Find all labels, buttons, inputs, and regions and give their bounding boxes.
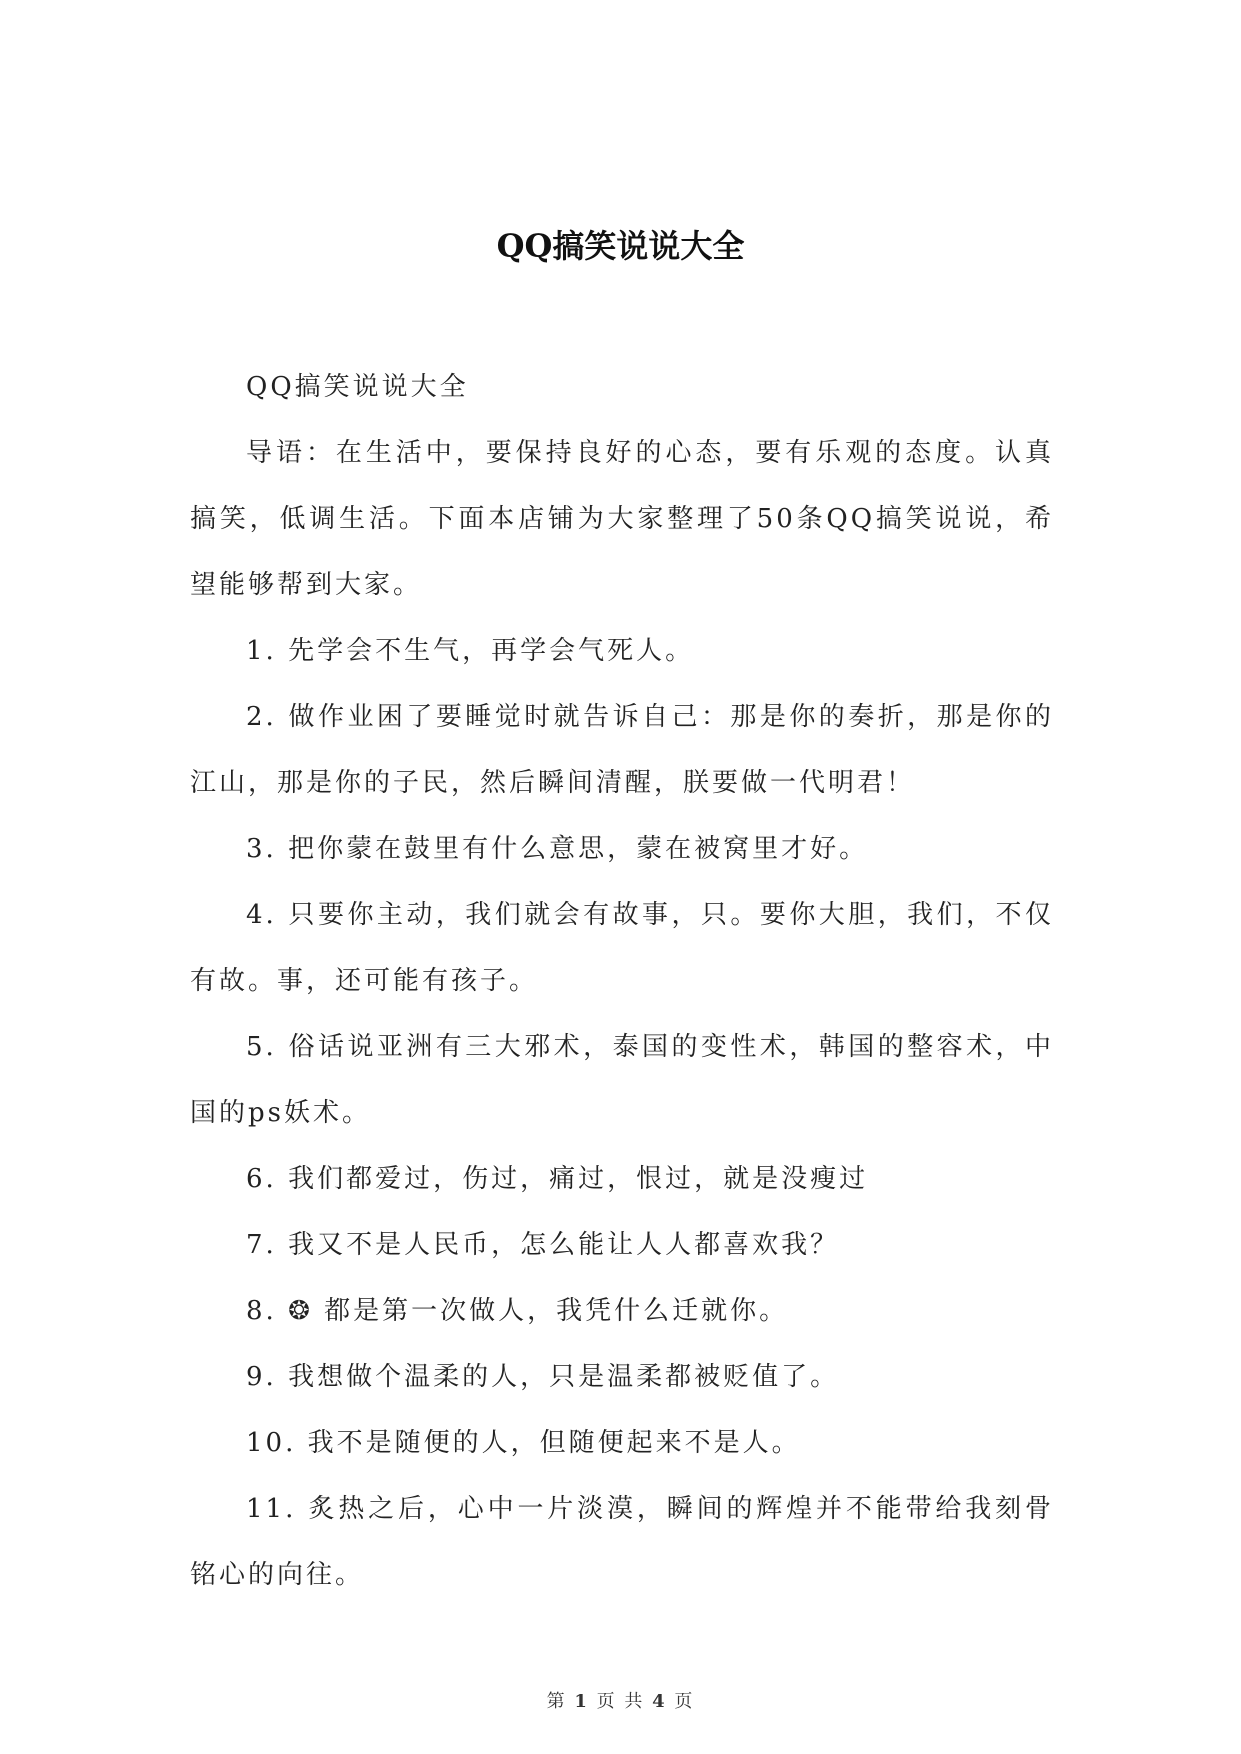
footer-prefix: 第 [546,1691,567,1712]
list-item: 9. 我想做个温柔的人，只是温柔都被贬值了。 [246,1362,840,1392]
list-item: 6. 我们都爱过，伤过，痛过，恨过，就是没瘦过 [246,1164,869,1194]
document-body [190,354,1054,1608]
list-item: 7. 我又不是人民币，怎么能让人人都喜欢我？ [246,1230,840,1260]
subtitle-paragraph: QQ搞笑说说大全 [246,372,469,402]
list-item: 8. ❂ 都是第一次做人，我凭什么迁就你。 [246,1296,789,1326]
footer-suffix: 页 [674,1691,695,1712]
list-item: 1. 先学会不生气，再学会气死人。 [246,636,695,666]
list-item: 10. 我不是随便的人，但随便起来不是人。 [246,1428,801,1458]
list-item: 5. 俗话说亚洲有三大邪术，泰国的变性术，韩国的整容术，中国的ps妖术。 [190,1032,1054,1128]
list-item: 3. 把你蒙在鼓里有什么意思，蒙在被窝里才好。 [246,834,869,864]
footer-total-pages: 4 [652,1691,667,1712]
list-item: 2. 做作业困了要睡觉时就告诉自己：那是你的奏折，那是你的江山，那是你的子民，然后瞬间清醒，朕要做一代明君！ [190,702,1054,798]
intro-paragraph: 导语：在生活中，要保持良好的心态，要有乐观的态度。认真搞笑，低调生活。下面本店铺为大家整理了50条QQ搞笑说说，希望能够帮到大家。 [190,438,1054,600]
footer-middle: 页 共 [596,1691,645,1712]
page-footer [0,1690,1241,1714]
list-item: 11. 炙热之后，心中一片淡漠，瞬间的辉煌并不能带给我刻骨铭心的向往。 [190,1494,1054,1590]
footer-page-number: 1 [574,1691,589,1712]
list-item: 4. 只要你主动，我们就会有故事，只。要你大胆，我们，不仅有故。事，还可能有孩子。 [190,900,1054,996]
document-title: QQ搞笑说说大全 [496,227,745,265]
